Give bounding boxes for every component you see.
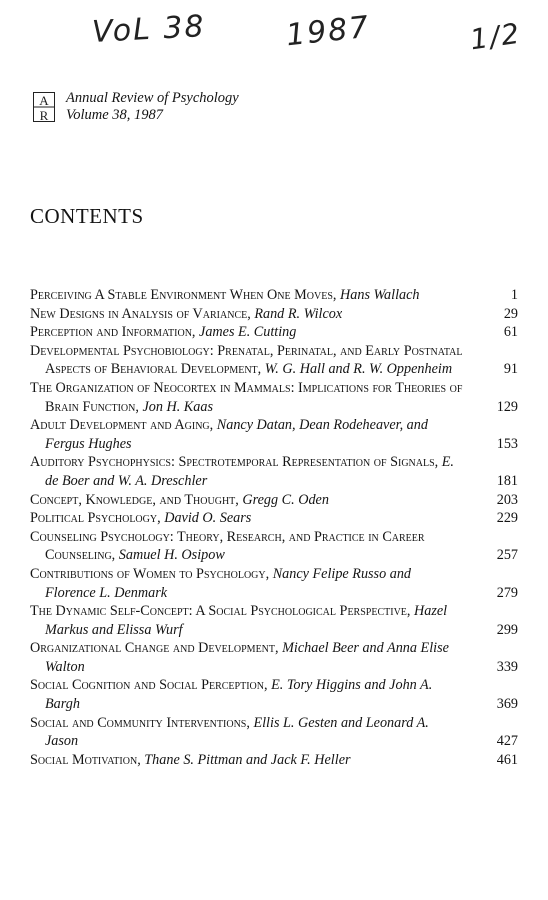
article-title: Social Cognition and Social Perception, <box>30 677 268 694</box>
publication-name: Annual Review of Psychology <box>66 90 239 106</box>
article-title: Social Motivation, <box>30 751 141 768</box>
article-authors: E. de Boer and W. A. Dreschler <box>45 454 454 489</box>
article-title: Counseling Psychology: Theory, Research, and Practice in Career Counseling, <box>30 528 425 564</box>
toc-entry <box>30 528 518 565</box>
page-number: 29 <box>503 305 518 322</box>
article-title: Concept, Knowledge, and Thought, <box>30 491 239 508</box>
article-authors: Gregg C. Oden <box>242 491 329 508</box>
page-number: 153 <box>496 435 518 452</box>
page-number: 427 <box>496 733 518 750</box>
article-title: New Designs in Analysis of Variance, <box>30 305 251 322</box>
toc-entry-text <box>30 509 484 528</box>
toc-entry-text <box>30 602 484 639</box>
article-authors: Thane S. Pittman and Jack F. Heller <box>144 751 351 768</box>
toc-entry <box>30 565 518 602</box>
article-title: The Organization of Neocortex in Mammals: Implications for Theories of Brain Function, <box>30 379 463 415</box>
toc-entry-text <box>30 286 484 305</box>
toc-entry <box>30 751 518 770</box>
handwritten-fraction-note: 1/2 <box>467 16 524 57</box>
toc-entry-text <box>30 491 484 510</box>
publication-header <box>66 90 239 124</box>
toc-entry-text <box>30 751 484 770</box>
page-number: 339 <box>496 658 518 675</box>
page-number: 461 <box>496 751 518 768</box>
toc-entry <box>30 416 518 453</box>
toc-entry <box>30 491 518 510</box>
page-number: 181 <box>496 472 518 489</box>
page-number: 279 <box>496 584 518 601</box>
toc-entry-text <box>30 379 484 416</box>
svg-text:R: R <box>39 108 49 122</box>
toc-entry-text <box>30 714 484 751</box>
article-authors: Michael Beer and Anna Elise Walton <box>45 640 449 675</box>
article-authors: James E. Cutting <box>199 324 297 341</box>
toc-entry <box>30 379 518 416</box>
toc-entry <box>30 342 518 379</box>
toc-entry <box>30 305 518 324</box>
article-authors: Hans Wallach <box>340 287 420 303</box>
article-title: Perceiving A Stable Environment When One Moves, <box>30 287 337 303</box>
page-number: 1 <box>510 287 518 303</box>
page-number: 299 <box>496 621 518 638</box>
article-authors: W. G. Hall and R. W. Oppenheim <box>264 361 453 378</box>
toc-entry-text <box>30 305 484 324</box>
article-title: Auditory Psychophysics: Spectrotemporal Representation of Signals, <box>30 454 439 471</box>
article-authors: David O. Sears <box>164 510 252 527</box>
article-authors: Hazel Markus and Elissa Wurf <box>45 603 448 638</box>
contents-heading: CONTENTS <box>30 204 144 228</box>
article-title: Perception and Information, <box>30 324 196 341</box>
toc-entry <box>30 509 518 528</box>
page-number: 61 <box>503 324 518 341</box>
article-authors: E. Tory Higgins and John A. Bargh <box>45 677 433 713</box>
toc-entry <box>30 453 518 490</box>
toc-entry-text <box>30 416 484 453</box>
toc-entry <box>30 323 518 342</box>
page-number: 203 <box>496 491 518 508</box>
article-title: Adult Development and Aging, <box>30 417 214 434</box>
toc-entry <box>30 639 518 676</box>
publication-volume: Volume 38, 1987 <box>66 107 164 123</box>
toc-entry <box>30 286 518 305</box>
toc-entry <box>30 714 518 751</box>
page-number: 229 <box>496 510 518 527</box>
article-title: Social and Community Interventions, <box>30 714 250 731</box>
article-authors: Ellis L. Gesten and Leonard A. Jason <box>45 714 429 750</box>
article-authors: Nancy Felipe Russo and Florence L. Denmark <box>45 565 412 601</box>
article-authors: Rand R. Wilcox <box>254 305 343 322</box>
toc-entry-text <box>30 528 484 565</box>
annual-reviews-logo-icon <box>33 92 55 122</box>
article-title: Contributions of Women to Psychology, <box>30 565 270 582</box>
toc-entry <box>30 602 518 639</box>
page-number: 129 <box>496 398 518 415</box>
toc-entry-text <box>30 676 484 713</box>
article-authors: Nancy Datan, Dean Rodeheaver, and Fergus Hughes <box>45 417 428 452</box>
toc-entry-text <box>30 639 484 676</box>
article-title: Developmental Psychobiology: Prenatal, Perinatal, and Early Postnatal Aspects of Behavioral Development, <box>30 342 463 378</box>
page-number: 91 <box>503 361 518 378</box>
article-authors: Jon H. Kaas <box>142 398 213 415</box>
article-title: The Dynamic Self-Concept: A Social Psychological Perspective, <box>30 603 411 620</box>
handwritten-year-note: 1987 <box>284 9 372 54</box>
table-of-contents <box>30 286 518 769</box>
toc-entry-text <box>30 323 484 342</box>
article-title: Organizational Change and Development, <box>30 640 279 657</box>
article-title: Political Psychology, <box>30 510 161 527</box>
toc-entry-text <box>30 342 484 379</box>
svg-text:A: A <box>39 93 49 108</box>
toc-entry <box>30 676 518 713</box>
toc-entry-text <box>30 453 484 490</box>
toc-entry-text <box>30 565 484 602</box>
article-authors: Samuel H. Osipow <box>118 547 225 564</box>
page-number: 369 <box>496 696 518 713</box>
handwritten-volume-note: VoL 38 <box>91 9 207 50</box>
page-number: 257 <box>496 547 518 564</box>
